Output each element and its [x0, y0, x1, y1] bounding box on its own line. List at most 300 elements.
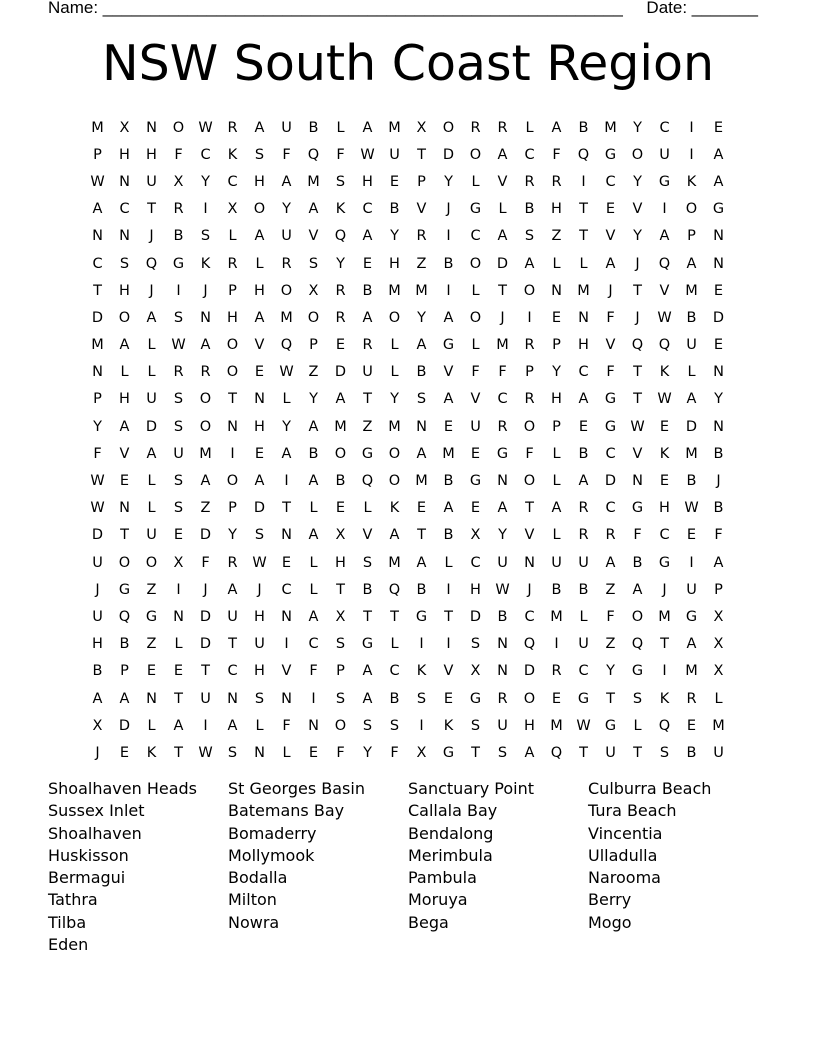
grid-letter: M [307, 173, 320, 190]
grid-letter: U [92, 554, 103, 571]
grid-letter: D [685, 418, 698, 435]
grid-letter: W [576, 717, 591, 734]
grid-letter: C [497, 391, 508, 408]
grid-letter: X [119, 119, 130, 136]
grid-letter: D [199, 608, 212, 625]
grid-letter: T [282, 500, 291, 517]
grid-letter: A [713, 146, 724, 163]
grid-letter: E [659, 418, 670, 435]
grid-letter: Y [444, 173, 453, 190]
grid-letter: L [390, 636, 399, 653]
grid-letter: E [335, 500, 346, 517]
grid-letter: E [713, 282, 724, 299]
grid-letter: A [308, 418, 319, 435]
grid-letter: A [551, 500, 562, 517]
grid-letter: O [280, 282, 293, 299]
grid-letter: U [389, 146, 400, 163]
grid-letter: B [524, 201, 535, 218]
grid-letter: H [254, 418, 265, 435]
word-list-item: Mollymook [228, 845, 315, 865]
grid-letter: G [631, 500, 644, 517]
grid-letter: B [632, 554, 643, 571]
grid-letter: O [118, 309, 131, 326]
grid-letter: T [228, 636, 237, 653]
grid-letter: A [281, 173, 292, 190]
grid-letter: I [662, 663, 667, 680]
grid-letter: C [524, 608, 535, 625]
grid-row [84, 413, 732, 440]
word-list-item: Moruya [408, 890, 468, 910]
grid-letter: N [497, 663, 508, 680]
grid-letter: L [309, 581, 318, 598]
grid-letter: U [281, 228, 292, 245]
grid-letter: S [362, 717, 373, 734]
grid-letter: T [390, 608, 399, 625]
grid-letter: O [226, 364, 239, 381]
grid-letter: Y [633, 119, 642, 136]
grid-letter: G [469, 201, 482, 218]
grid-letter: A [713, 173, 724, 190]
grid-letter: H [470, 581, 481, 598]
grid-letter: G [712, 201, 725, 218]
grid-letter: R [686, 690, 697, 707]
grid-letter: I [230, 445, 235, 462]
grid-letter: B [686, 473, 697, 490]
grid-letter: P [120, 663, 129, 680]
grid-letter: F [390, 744, 399, 761]
grid-letter: Y [552, 364, 561, 381]
grid-letter: R [200, 364, 211, 381]
grid-letter: Q [361, 473, 374, 490]
grid-letter: B [578, 119, 589, 136]
grid-letter: Q [658, 337, 671, 354]
grid-letter: I [689, 119, 694, 136]
grid-letter: F [714, 527, 723, 544]
grid-letter: O [469, 146, 482, 163]
grid-letter: I [446, 228, 451, 245]
grid-letter: F [93, 445, 102, 462]
grid-letter: W [171, 337, 186, 354]
grid-row [84, 168, 732, 195]
grid-letter: M [496, 337, 509, 354]
grid-letter: U [146, 391, 157, 408]
grid-letter: E [551, 309, 562, 326]
grid-letter: R [524, 173, 535, 190]
grid-letter: N [146, 119, 157, 136]
grid-letter: C [578, 663, 589, 680]
grid-letter: F [201, 554, 210, 571]
grid-letter: G [604, 717, 617, 734]
grid-letter: R [335, 282, 346, 299]
grid-letter: V [605, 337, 616, 354]
grid-letter: G [172, 255, 185, 272]
grid-letter: A [281, 445, 292, 462]
grid-letter: I [446, 282, 451, 299]
grid-letter: U [92, 608, 103, 625]
grid-letter: L [525, 119, 534, 136]
grid-letter: A [443, 309, 454, 326]
grid-letter: G [631, 663, 644, 680]
grid-letter: A [659, 228, 670, 245]
grid-letter: C [659, 119, 670, 136]
grid-letter: O [631, 608, 644, 625]
grid-letter: F [633, 527, 642, 544]
grid-letter: N [713, 418, 724, 435]
grid-letter: B [335, 473, 346, 490]
grid-letter: D [118, 717, 131, 734]
grid-letter: U [551, 554, 562, 571]
grid-row [84, 631, 732, 658]
grid-letter: D [91, 309, 104, 326]
grid-letter: G [469, 473, 482, 490]
grid-letter: T [147, 201, 156, 218]
grid-letter: C [227, 663, 238, 680]
grid-row [84, 440, 732, 467]
grid-row [84, 304, 732, 331]
grid-letter: S [470, 636, 481, 653]
word-list-item: Nowra [228, 912, 280, 932]
grid-row [84, 250, 732, 277]
grid-letter: V [119, 445, 130, 462]
grid-letter: N [713, 228, 724, 245]
grid-letter: S [173, 391, 184, 408]
grid-letter: I [203, 717, 208, 734]
grid-letter: C [308, 636, 319, 653]
grid-letter: N [497, 473, 508, 490]
grid-letter: N [632, 473, 643, 490]
grid-letter: E [686, 527, 697, 544]
grid-letter: A [308, 201, 319, 218]
grid-letter: L [552, 255, 561, 272]
grid-letter: S [470, 717, 481, 734]
grid-letter: G [604, 391, 617, 408]
grid-letter: H [335, 554, 346, 571]
grid-letter: K [443, 717, 454, 734]
grid-letter: V [254, 337, 265, 354]
word-list-item: Eden [48, 935, 89, 955]
grid-letter: O [685, 201, 698, 218]
grid-letter: W [657, 391, 672, 408]
grid-letter: R [524, 337, 535, 354]
grid-letter: R [497, 119, 508, 136]
grid-row [84, 332, 732, 359]
grid-letter: T [336, 581, 345, 598]
grid-letter: S [524, 228, 535, 245]
grid-letter: N [713, 255, 724, 272]
grid-letter: X [713, 636, 724, 653]
grid-letter: Y [714, 391, 723, 408]
grid-letter: A [335, 391, 346, 408]
word-search-grid [84, 114, 732, 767]
grid-letter: T [228, 391, 237, 408]
grid-letter: Z [308, 364, 319, 381]
grid-letter: E [443, 690, 454, 707]
grid-letter: H [254, 282, 265, 299]
word-list-item: Pambula [408, 868, 477, 888]
grid-letter: H [551, 391, 562, 408]
grid-letter: J [716, 473, 721, 490]
grid-letter: X [308, 282, 319, 299]
word-list-item: Sanctuary Point [408, 779, 534, 798]
grid-letter: Q [631, 636, 644, 653]
grid-letter: N [92, 364, 103, 381]
grid-letter: N [92, 228, 103, 245]
word-list-item: Tura Beach [588, 801, 677, 821]
grid-letter: V [632, 445, 643, 462]
grid-letter: V [308, 228, 319, 245]
grid-letter: D [334, 364, 347, 381]
grid-letter: L [147, 500, 156, 517]
grid-letter: J [95, 744, 100, 761]
grid-letter: I [446, 581, 451, 598]
grid-letter: V [524, 527, 535, 544]
grid-letter: L [363, 500, 372, 517]
grid-letter: T [363, 608, 372, 625]
grid-letter: X [173, 173, 184, 190]
grid-letter: H [227, 309, 238, 326]
grid-letter: X [416, 119, 427, 136]
grid-letter: T [174, 744, 183, 761]
grid-letter: M [712, 717, 725, 734]
grid-letter: W [360, 146, 375, 163]
grid-letter: A [254, 473, 265, 490]
grid-letter: A [686, 391, 697, 408]
grid-letter: A [686, 255, 697, 272]
grid-letter: P [228, 282, 237, 299]
grid-letter: S [254, 527, 265, 544]
grid-letter: M [388, 554, 401, 571]
grid-letter: O [226, 473, 239, 490]
grid-letter: L [282, 744, 291, 761]
grid-letter: E [173, 527, 184, 544]
grid-letter: Y [363, 744, 372, 761]
grid-letter: S [173, 473, 184, 490]
grid-letter: Y [282, 418, 291, 435]
grid-letter: Y [390, 391, 399, 408]
grid-letter: G [658, 554, 671, 571]
grid-letter: T [417, 146, 426, 163]
grid-letter: R [470, 119, 481, 136]
grid-letter: T [444, 608, 453, 625]
grid-letter: G [442, 744, 455, 761]
grid-letter: W [279, 364, 294, 381]
grid-letter: I [203, 201, 208, 218]
grid-letter: Q [118, 608, 131, 625]
grid-letter: O [253, 201, 266, 218]
grid-letter: E [254, 445, 265, 462]
page-title: NSW South Coast Region [101, 35, 715, 92]
grid-letter: I [662, 201, 667, 218]
grid-letter: O [334, 717, 347, 734]
grid-letter: Q [280, 337, 293, 354]
grid-letter: G [145, 608, 158, 625]
word-list-item: Bega [408, 912, 449, 932]
grid-letter: S [173, 309, 184, 326]
grid-letter: Q [523, 636, 536, 653]
grid-letter: I [689, 146, 694, 163]
grid-letter: Z [416, 255, 427, 272]
grid-row [84, 277, 732, 304]
grid-row [84, 549, 732, 576]
grid-letter: F [282, 146, 291, 163]
grid-letter: E [173, 663, 184, 680]
grid-letter: D [469, 608, 482, 625]
grid-letter: O [631, 146, 644, 163]
grid-letter: H [524, 717, 535, 734]
grid-letter: E [470, 500, 481, 517]
grid-letter: G [415, 608, 428, 625]
grid-letter: J [95, 581, 100, 598]
grid-letter: I [527, 309, 532, 326]
grid-letter: E [713, 119, 724, 136]
grid-letter: D [523, 663, 536, 680]
grid-letter: X [416, 744, 427, 761]
grid-letter: Y [606, 663, 615, 680]
grid-row [84, 712, 732, 739]
grid-letter: A [578, 473, 589, 490]
grid-letter: H [551, 201, 562, 218]
grid-letter: E [686, 717, 697, 734]
grid-letter: V [443, 663, 454, 680]
grid-letter: D [496, 255, 509, 272]
grid-row [84, 495, 732, 522]
grid-letter: X [173, 554, 184, 571]
grid-letter: E [713, 337, 724, 354]
grid-letter: X [227, 201, 238, 218]
grid-letter: M [550, 608, 563, 625]
grid-letter: N [119, 228, 130, 245]
grid-letter: E [362, 255, 373, 272]
grid-letter: N [119, 500, 130, 517]
grid-letter: F [309, 663, 318, 680]
grid-letter: N [173, 608, 184, 625]
grid-letter: A [632, 581, 643, 598]
grid-letter: B [416, 364, 427, 381]
grid-letter: H [659, 500, 670, 517]
grid-letter: T [633, 744, 642, 761]
grid-letter: F [606, 364, 615, 381]
grid-letter: M [388, 418, 401, 435]
grid-letter: H [92, 636, 103, 653]
grid-letter: T [633, 391, 642, 408]
grid-row [84, 386, 732, 413]
grid-letter: J [257, 581, 262, 598]
grid-letter: A [443, 391, 454, 408]
word-list-item: Tathra [48, 890, 98, 910]
grid-letter: E [281, 554, 292, 571]
grid-letter: M [199, 445, 212, 462]
grid-letter: A [497, 500, 508, 517]
grid-letter: C [200, 146, 211, 163]
grid-letter: C [470, 554, 481, 571]
grid-letter: E [605, 201, 616, 218]
grid-letter: G [604, 146, 617, 163]
word-list-item: Mogo [588, 912, 632, 932]
grid-letter: U [146, 173, 157, 190]
grid-letter: V [659, 282, 670, 299]
grid-letter: B [713, 445, 724, 462]
grid-letter: C [659, 527, 670, 544]
grid-letter: B [551, 581, 562, 598]
grid-letter: L [579, 608, 588, 625]
grid-letter: E [254, 364, 265, 381]
grid-letter: Q [631, 337, 644, 354]
grid-letter: O [442, 119, 455, 136]
grid-letter: V [605, 228, 616, 245]
grid-letter: C [524, 146, 535, 163]
word-list-item: Sussex Inlet [48, 801, 145, 821]
grid-letter: A [524, 744, 535, 761]
grid-letter: S [659, 744, 670, 761]
grid-letter: R [551, 173, 562, 190]
grid-letter: A [119, 418, 130, 435]
grid-letter: M [415, 282, 428, 299]
grid-letter: E [416, 500, 427, 517]
grid-letter: A [200, 337, 211, 354]
grid-letter: Y [633, 173, 642, 190]
grid-letter: H [119, 282, 130, 299]
grid-letter: J [149, 282, 154, 299]
grid-letter: P [93, 146, 102, 163]
grid-letter: Z [146, 636, 157, 653]
grid-letter: U [713, 744, 724, 761]
grid-letter: Q [550, 744, 563, 761]
grid-letter: J [203, 581, 208, 598]
grid-letter: L [498, 201, 507, 218]
grid-letter: T [174, 690, 183, 707]
grid-letter: D [199, 527, 212, 544]
grid-letter: V [470, 391, 481, 408]
grid-letter: B [416, 581, 427, 598]
grid-letter: A [416, 337, 427, 354]
grid-letter: I [446, 636, 451, 653]
grid-letter: L [687, 364, 696, 381]
grid-letter: G [685, 608, 698, 625]
grid-letter: A [119, 337, 130, 354]
grid-letter: B [443, 255, 454, 272]
grid-letter: S [173, 500, 184, 517]
word-list-item: Bomaderry [228, 823, 317, 843]
grid-letter: F [498, 364, 507, 381]
word-list-item: Shoalhaven Heads [48, 779, 197, 798]
grid-letter: O [388, 473, 401, 490]
grid-letter: H [146, 146, 157, 163]
grid-letter: E [551, 690, 562, 707]
grid-letter: W [198, 119, 213, 136]
grid-letter: U [173, 445, 184, 462]
grid-letter: M [91, 337, 104, 354]
grid-letter: F [606, 309, 615, 326]
grid-letter: C [92, 255, 103, 272]
word-list-item: Shoalhaven [48, 823, 142, 843]
grid-letter: E [578, 418, 589, 435]
grid-letter: I [419, 636, 424, 653]
grid-letter: W [90, 173, 105, 190]
grid-letter: U [605, 744, 616, 761]
grid-letter: J [500, 309, 505, 326]
grid-letter: N [119, 173, 130, 190]
grid-letter: E [470, 445, 481, 462]
grid-letter: A [497, 146, 508, 163]
word-list-item: Merimbula [408, 845, 493, 865]
grid-letter: P [93, 391, 102, 408]
grid-letter: U [281, 119, 292, 136]
grid-letter: B [389, 201, 400, 218]
grid-letter: F [525, 445, 534, 462]
grid-letter: W [252, 554, 267, 571]
grid-letter: Z [605, 636, 616, 653]
grid-letter: M [91, 119, 104, 136]
